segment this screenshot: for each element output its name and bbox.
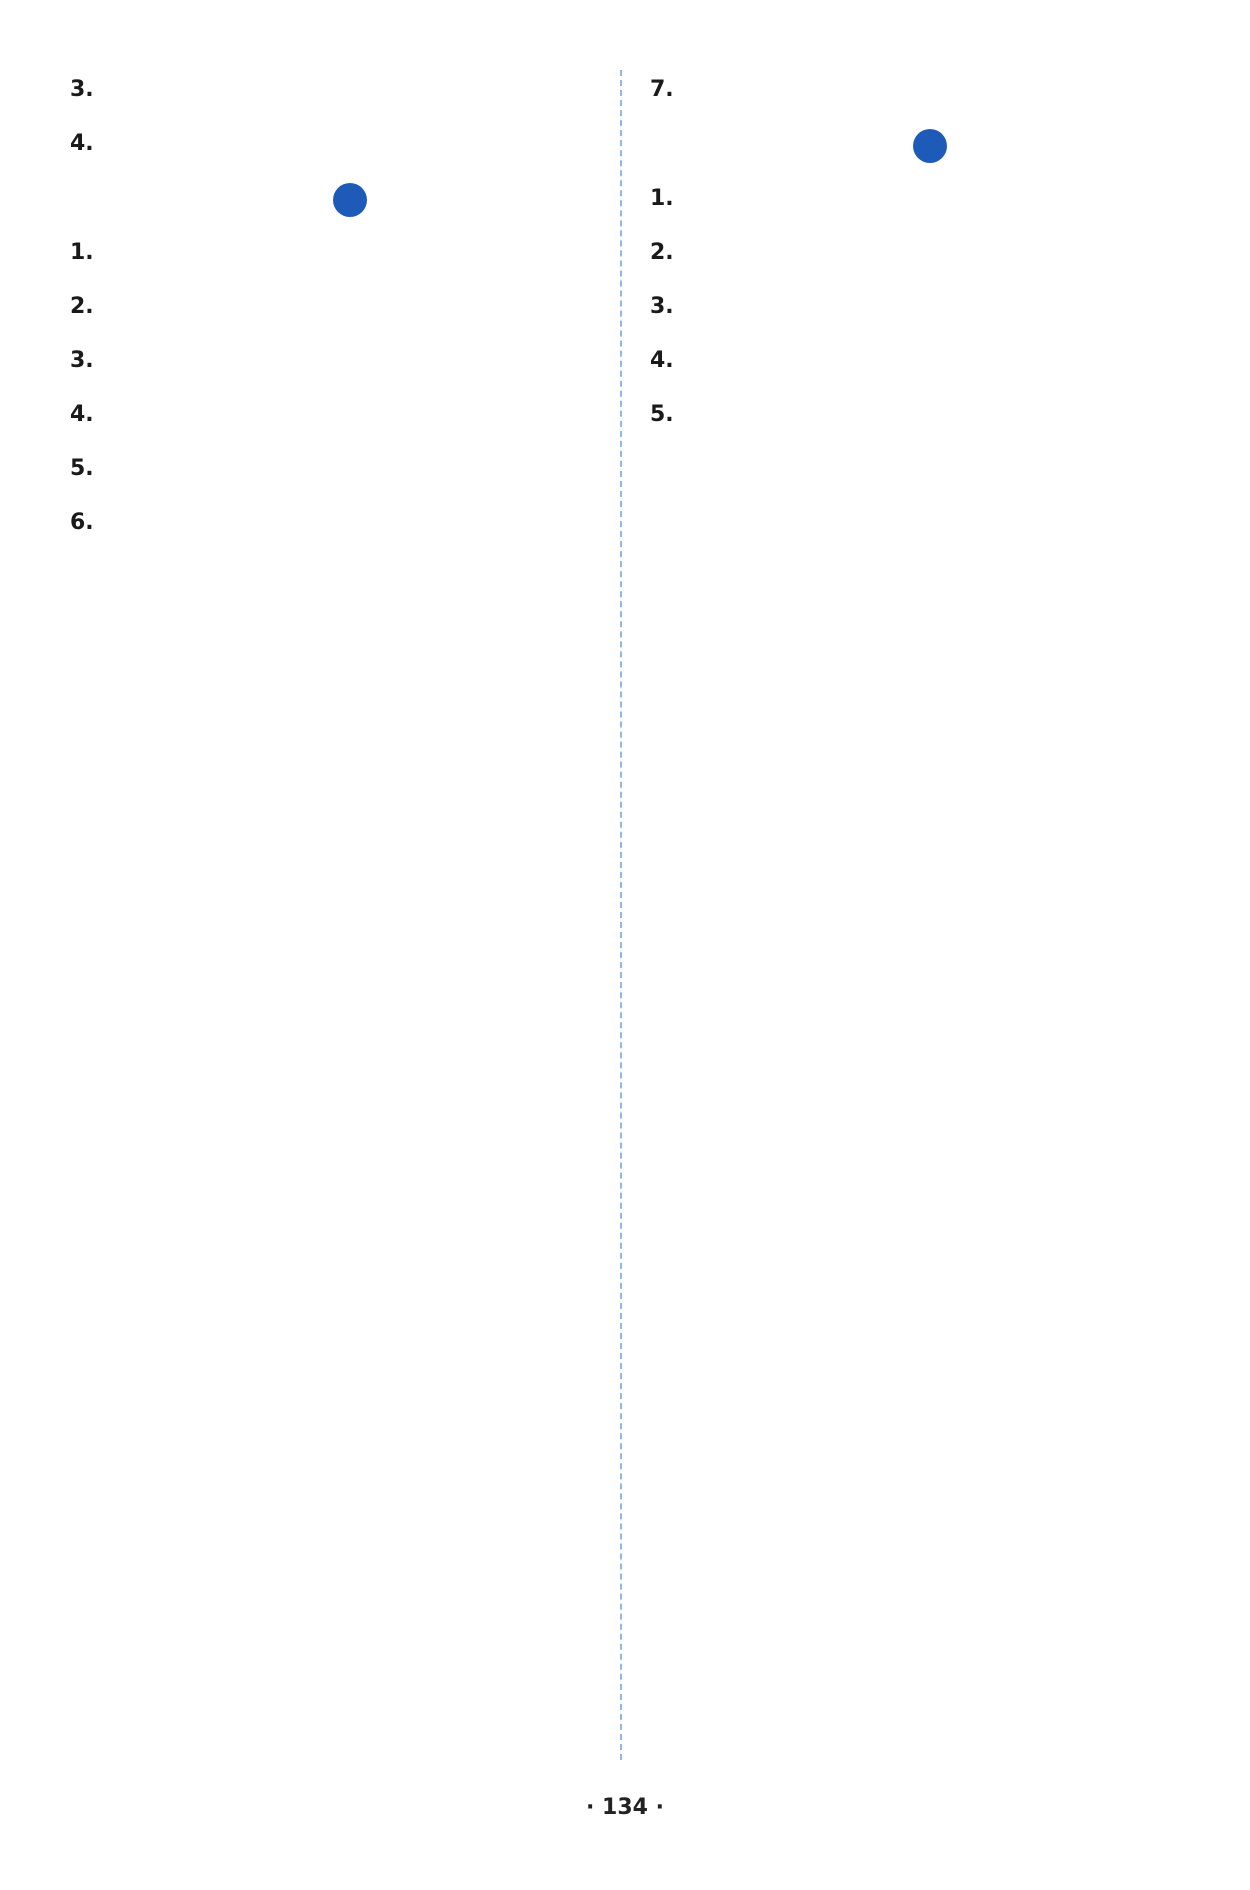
answer-item — [650, 70, 1210, 110]
answer-item — [650, 179, 1210, 219]
problem-number: 2. — [70, 294, 94, 319]
section-heading — [70, 182, 630, 217]
problem-number: 1. — [650, 186, 674, 211]
answer-item — [70, 449, 630, 489]
page-number: · 134 · — [586, 1795, 664, 1820]
answer-item — [70, 70, 630, 110]
answer-item — [70, 233, 630, 273]
answer-item — [70, 124, 630, 164]
right-column — [650, 70, 1210, 449]
answer-item — [70, 287, 630, 327]
problem-number: 6. — [70, 510, 94, 535]
answer-item — [70, 395, 630, 435]
problem-number: 3. — [70, 348, 94, 373]
problem-number: 4. — [70, 402, 94, 427]
left-column — [70, 70, 630, 557]
answer-item — [650, 341, 1210, 381]
section-badge — [333, 183, 367, 217]
problem-number: 5. — [650, 402, 674, 427]
problem-number: 4. — [70, 131, 94, 156]
problem-number: 1. — [70, 240, 94, 265]
problem-number: 5. — [70, 456, 94, 481]
problem-number: 7. — [650, 77, 674, 102]
page-number-value: 134 — [602, 1795, 648, 1820]
answer-item — [70, 503, 630, 543]
column-divider — [620, 70, 622, 1760]
problem-number: 2. — [650, 240, 674, 265]
answer-item — [70, 341, 630, 381]
problem-number: 3. — [70, 77, 94, 102]
answer-item — [650, 233, 1210, 273]
section-heading — [650, 128, 1210, 163]
problem-number: 4. — [650, 348, 674, 373]
section-badge — [913, 129, 947, 163]
problem-number: 3. — [650, 294, 674, 319]
answer-item — [650, 395, 1210, 435]
answer-item — [650, 287, 1210, 327]
